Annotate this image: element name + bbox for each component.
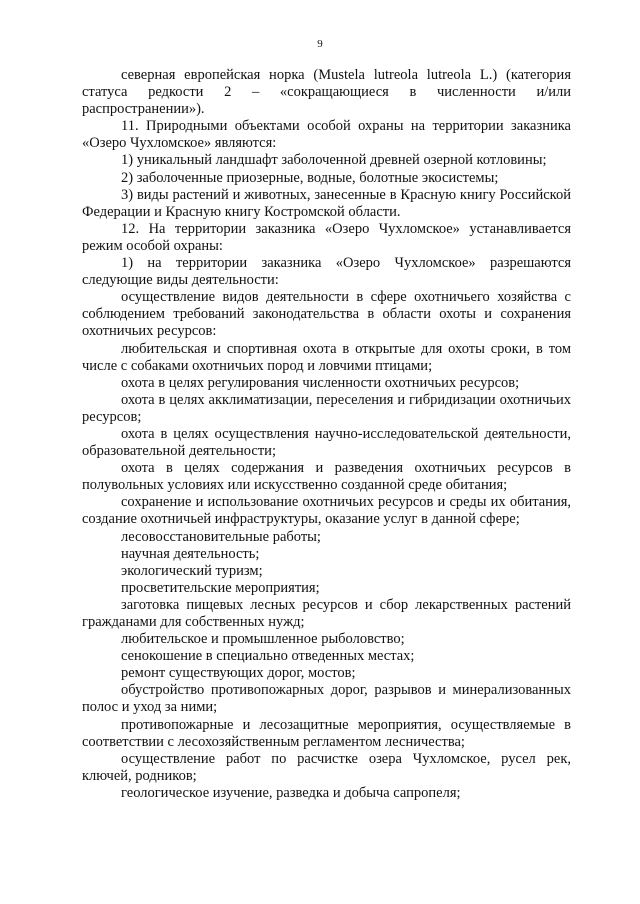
list-item-road-repair: ремонт существующих дорог, мостов; [121, 665, 356, 682]
list-item-landscape: 1) уникальный ландшафт заболоченной древней озерной котловины; [121, 152, 547, 169]
list-item-regulation-hunting: охота в целях регулирования численности охотничьих ресурсов; [121, 374, 520, 391]
list-item-forest-resources: заготовка пищевых лесных ресурсов и сбор лекарственных растений гражданами для собственных нужд; [82, 596, 571, 630]
list-item-hunting-economy: осуществление видов деятельности в сфере охотничьего хозяйства с соблюдением требований законодательства в области охоты и сохранения охотничьих ресурсов: [82, 289, 571, 340]
list-item-ecotourism: экологический туризм; [121, 562, 263, 579]
list-item-amateur-hunting: любительская и спортивная охота в открытые для охоты сроки, в том числе с собаками охотничьих пород и ловчими птицами; [82, 340, 571, 374]
paragraph-item-12: 12. На территории заказника «Озеро Чухломское» устанавливается режим особой охраны: [82, 220, 571, 254]
list-item-ecosystems: 2) заболоченные приозерные, водные, болотные экосистемы; [121, 169, 499, 186]
paragraph-allowed-activities: 1) на территории заказника «Озеро Чухломское» разрешаются следующие виды деятельности: [82, 255, 571, 289]
list-item-sapropel: геологическое изучение, разведка и добыча сапропеля; [121, 784, 461, 801]
paragraph-mink-species: северная европейская норка (Mustela lutreola lutreola L.) (категория статуса редкости 2 – «сокращающиеся в численности и/или распространении»). [82, 67, 571, 118]
list-item-breeding-hunting: охота в целях содержания и разведения охотничьих ресурсов в полувольных условиях или искусственно созданной среде обитания; [82, 460, 571, 494]
list-item-haymaking: сенокошение в специально отведенных местах; [121, 648, 415, 665]
list-item-fishing: любительское и промышленное рыболовство; [121, 631, 405, 648]
list-item-reforestation: лесовосстановительные работы; [121, 528, 321, 545]
list-item-firebreaks: обустройство противопожарных дорог, разрывов и минерализованных полос и уход за ними; [82, 682, 571, 716]
document-body [82, 67, 571, 802]
list-item-lake-cleaning: осуществление работ по расчистке озера Чухломское, русел рек, ключей, родников; [82, 750, 571, 784]
list-item-science: научная деятельность; [121, 545, 260, 562]
paragraph-item-11: 11. Природными объектами особой охраны на территории заказника «Озеро Чухломское» являются: [82, 118, 571, 152]
list-item-acclimatization-hunting: охота в целях акклиматизации, переселения и гибридизации охотничьих ресурсов; [82, 391, 571, 425]
page-number: 9 [317, 38, 323, 50]
list-item-fire-protection: противопожарные и лесозащитные мероприятия, осуществляемые в соответствии с лесохозяйственным регламентом лесничества; [82, 716, 571, 750]
list-item-research-hunting: охота в целях осуществления научно-исследовательской деятельности, образовательной деятельности; [82, 425, 571, 460]
list-item-resource-conservation: сохранение и использование охотничьих ресурсов и среды их обитания, создание охотничьей инфраструктуры, оказание услуг в данной сфере; [82, 494, 571, 528]
list-item-red-book-species: 3) виды растений и животных, занесенные в Красную книгу Российской Федерации и Красную книгу Костромской области. [82, 186, 571, 220]
list-item-education-events: просветительские мероприятия; [121, 579, 320, 596]
